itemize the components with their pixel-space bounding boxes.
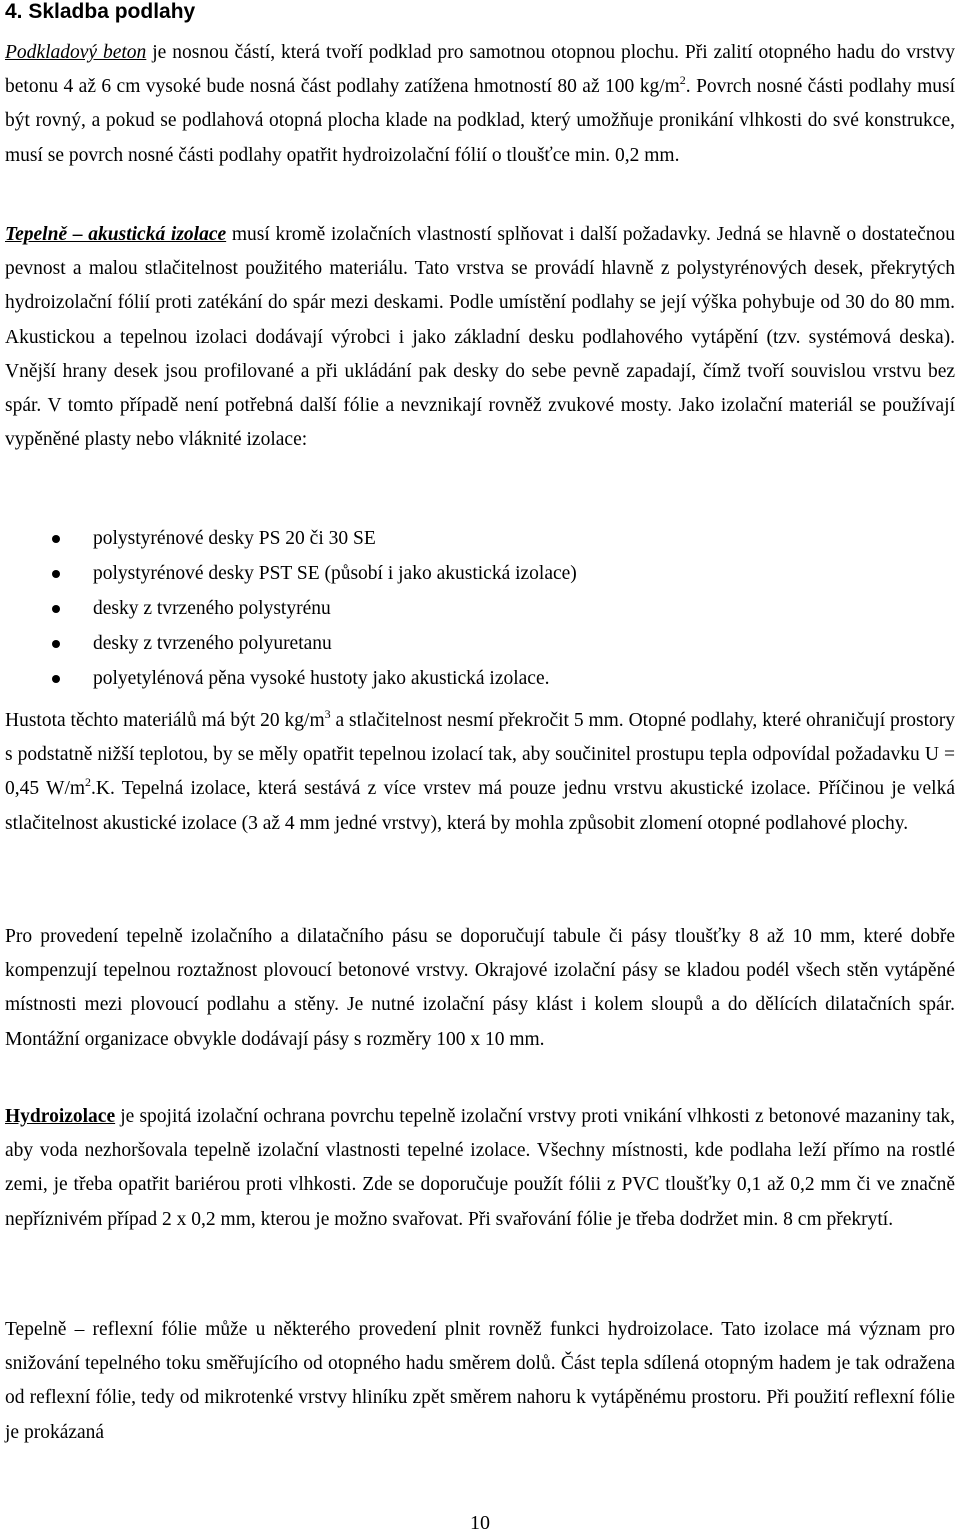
bullet-icon xyxy=(52,605,60,613)
paragraph-dilatacni-pas: Pro provedení tepelně izolačního a dilatačního pásu se doporučují tabule či pásy tloušťky 8 až 10 mm, které dobře kompenzují tepelnou roztažnost plovoucí betonové vrstvy. Okrajové izolační pásy se kladou podél všech stěn vytápěné místnosti mezi plovoucí podlahu a stěny. Je nutné izolační pásy klást i kolem sloupů a do dělících dilatačních spár. Montážní organizace obvykle dodávají pásy s rozměry 100 x 10 mm. xyxy=(5,926,955,1050)
paragraph-text: je nosnou částí, která tvoří podklad pro samotnou otopnou plochu. Při zalití otopného hadu do vrstvy betonu 4 až 6 cm vysoké bude nosná část podlahy zatížena hmotností 80 až 100 kg/m xyxy=(5,42,955,98)
paragraph-hustota xyxy=(5,704,955,841)
paragraph-text: . Povrch nosné části podlahy musí být rovný, a pokud se podlahová otopná plocha klade na podklad, který umožňuje pronikání vlhkosti do své konstrukce, musí se povrch nosné části podlahy opatřit hydroizolační fólií o tloušťce min. 0,2 mm. xyxy=(5,76,955,166)
paragraph-tepelne-akusticka-izolace xyxy=(5,218,955,457)
paragraph-hydroizolace xyxy=(5,1100,955,1237)
list-item: desky z tvrzeného polyuretanu xyxy=(0,626,960,661)
term-podkladovy-beton: Podkladový beton xyxy=(5,42,147,63)
paragraph-text: je spojitá izolační ochrana povrchu tepelně izolační vrstvy proti vnikání vlhkosti z betonové mazaniny tak, aby voda nezhoršovala tepelně izolační vlastnosti tepelné izolace. Všechny místnosti, kde podlaha leží přímo na rostlé zemi, je třeba opatřit bariérou proti vlhkosti. Zde se doporučuje použít fólii z PVC tloušťky 0,1 až 0,2 mm či ve značně nepříznivém případ 2 x 0,2 mm, kterou je možno svařovat. Při svařování fólie je třeba dodržet min. 8 cm překrytí. xyxy=(5,1106,955,1230)
paragraph-text: .K. Tepelná izolace, která sestává z více vrstev má pouze jednu vrstvu akustické izolace. Příčinou je velká stlačitelnost akustické izolace (3 až 4 mm jedné vrstvy), která by mohla způsobit zlomení otopné podlahové plochy. xyxy=(5,778,956,834)
bullet-icon xyxy=(52,675,60,683)
section-heading: 4. Skladba podlahy xyxy=(5,0,196,23)
paragraph-podkladovy-beton xyxy=(5,36,955,173)
bullet-icon xyxy=(52,640,60,648)
term-hydroizolace: Hydroizolace xyxy=(5,1106,116,1127)
superscript: 3 xyxy=(324,707,331,721)
list-item: polystyrénové desky PST SE (působí i jako akustická izolace) xyxy=(0,556,960,591)
page-number: 10 xyxy=(470,1512,490,1534)
paragraph-text: musí kromě izolačních vlastností splňovat i další požadavky. Jedná se hlavně o dostatečnou pevnost a malou stlačitelnost použitého materiálu. Tato vrstva se provádí hlavně z polystyrénových desek, překrytých hydroizolační fólií proti zatékání do spár mezi deskami. Podle umístění podlahy se její výška pohybuje od 30 do 80 mm. Akustickou a tepelnou izolaci dodávají výrobci i jako základní desku podlahového vytápění (tzv. systémová deska). Vnější hrany desek jsou profilované a při ukládání pak desky do sebe pevně zapadají, čímž tvoří souvislou vrstvu bez spár. V tomto případě není potřebná další fólie a nevznikají rovněž zvukové mosty. Jako izolační materiál se používají vypěněné plasty nebo vláknité izolace: xyxy=(5,224,955,451)
material-list xyxy=(0,521,960,696)
paragraph-reflexni-folie: Tepelně – reflexní fólie může u některého provedení plnit rovněž funkci hydroizolace. Tato izolace má význam pro snižování tepelného toku směřujícího od otopného hadu směrem dolů. Část tepla sdílená otopným hadem je tak odražena od reflexní fólie, tedy od mikrotenké vrstvy hliníku zpět směrem nahoru k vytápěnému prostoru. Při použití reflexní fólie je prokázaná xyxy=(5,1319,955,1443)
paragraph-text: a stlačitelnost nesmí překročit 5 mm. Otopné podlahy, které ohraničují prostory s podstatně nižší teplotou, by se měly opatřit tepelnou izolací tak, aby součinitel prostupu tepla odpovídal požadavku U = 0,45 W/m xyxy=(5,710,955,800)
list-item: polystyrénové desky PS 20 či 30 SE xyxy=(0,521,960,556)
superscript: 2 xyxy=(679,73,686,88)
superscript: 2 xyxy=(85,775,92,790)
bullet-icon xyxy=(52,570,60,578)
bullet-icon xyxy=(52,535,60,543)
paragraph-text: Hustota těchto materiálů má být 20 kg/m xyxy=(5,710,325,731)
list-item: desky z tvrzeného polystyrénu xyxy=(0,591,960,626)
term-tepelne-akusticka-izolace: Tepelně – akustická izolace xyxy=(5,224,227,245)
list-item: polyetylénová pěna vysoké hustoty jako akustická izolace. xyxy=(0,661,960,696)
